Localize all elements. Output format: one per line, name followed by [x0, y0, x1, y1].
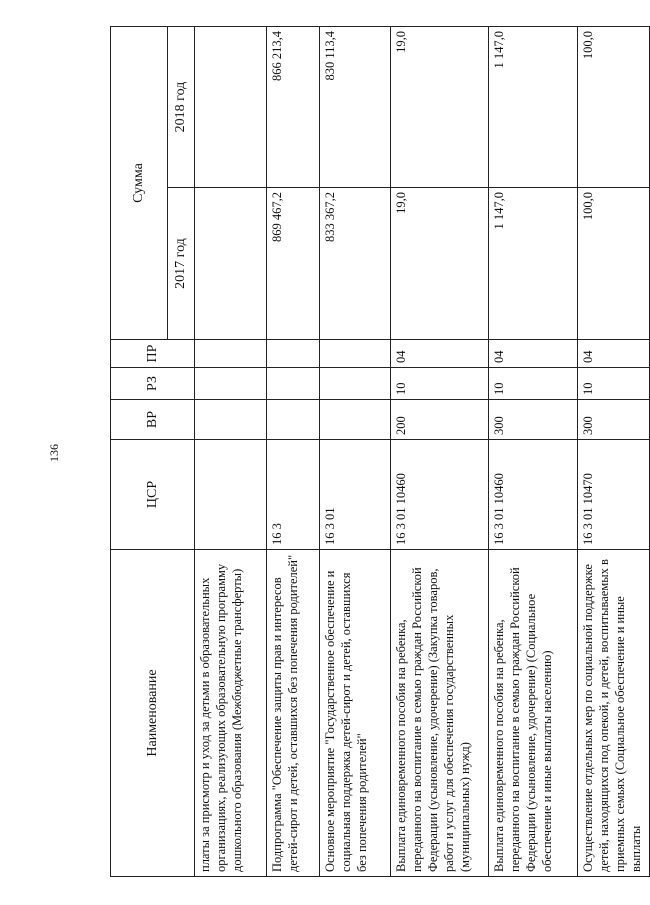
row-name: Подпрограмма "Обеспечение защиты прав и интересов детей-сирот и детей, оставшихся без попечения родителей"	[267, 550, 320, 877]
table-row	[267, 27, 320, 877]
row-2018: 830 113,4	[320, 27, 391, 188]
row-rz: 10	[489, 368, 578, 400]
row-rz	[320, 368, 391, 400]
row-pr: 04	[578, 340, 650, 368]
row-csr	[195, 440, 267, 550]
header-2017: 2017 год	[168, 188, 195, 340]
row-pr	[320, 340, 391, 368]
row-2018: 1 147,0	[489, 27, 578, 188]
row-rz	[267, 368, 320, 400]
row-pr: 04	[489, 340, 578, 368]
row-csr: 16 3	[267, 440, 320, 550]
budget-table	[110, 26, 650, 877]
row-vr: 300	[578, 400, 650, 440]
row-csr: 16 3 01	[320, 440, 391, 550]
row-name: платы за присмотр и уход за детьми в образовательных организациях, реализующих образовательную программу дошкольного образования (Межбюджетные трансферты)	[195, 550, 267, 877]
row-2017: 1 147,0	[489, 188, 578, 340]
header-2018: 2018 год	[168, 27, 195, 188]
row-rz	[195, 368, 267, 400]
page-number: 136	[47, 444, 61, 462]
header-vr: ВР	[111, 400, 195, 440]
header-sum: Сумма	[111, 27, 168, 340]
header-csr: ЦСР	[111, 440, 195, 550]
row-2018: 866 213,4	[267, 27, 320, 188]
row-2017: 100,0	[578, 188, 650, 340]
row-rz: 10	[578, 368, 650, 400]
row-vr: 300	[489, 400, 578, 440]
row-2018	[195, 27, 267, 188]
table-row	[195, 27, 267, 877]
table-row	[489, 27, 578, 877]
row-vr: 200	[391, 400, 489, 440]
row-vr	[195, 400, 267, 440]
row-pr	[195, 340, 267, 368]
row-2017: 19,0	[391, 188, 489, 340]
row-2017: 869 467,2	[267, 188, 320, 340]
row-name: Выплата единовременного пособия на ребенка, переданного на воспитание в семью граждан Российской Федерации (усыновление, удочерение) (Закупка товаров, работ и услуг для обеспечения государственных (муниципальных) нужд)	[391, 550, 489, 877]
row-rz: 10	[391, 368, 489, 400]
row-name: Выплата единовременного пособия на ребенка, переданного на воспитание в семью граждан Российской Федерации (усыновление, удочерение) (Социальное обеспечение и иные выплаты населению)	[489, 550, 578, 877]
row-csr: 16 3 01 10470	[578, 440, 650, 550]
row-csr: 16 3 01 10460	[489, 440, 578, 550]
rotated-table-container	[110, 27, 643, 877]
row-2017	[195, 188, 267, 340]
row-2018: 100,0	[578, 27, 650, 188]
row-name: Осуществление отдельных мер по социальной поддержке детей, находящихся под опекой, и детей, воспитываемых в приемных семьях (Социальное обеспечение и иные выплаты	[578, 550, 650, 877]
table-row	[320, 27, 391, 877]
row-2018: 19,0	[391, 27, 489, 188]
header-pr: ПР	[111, 340, 195, 368]
row-vr	[267, 400, 320, 440]
row-csr: 16 3 01 10460	[391, 440, 489, 550]
table-row	[578, 27, 650, 877]
row-pr: 04	[391, 340, 489, 368]
row-vr	[320, 400, 391, 440]
table-row	[391, 27, 489, 877]
row-name: Основное мероприятие "Государственное обеспечение и социальная поддержка детей-сирот и детей, оставшихся без попечения родителей"	[320, 550, 391, 877]
row-pr	[267, 340, 320, 368]
header-name: Наименование	[111, 550, 195, 877]
row-2017: 833 367,2	[320, 188, 391, 340]
header-rz: РЗ	[111, 368, 195, 400]
